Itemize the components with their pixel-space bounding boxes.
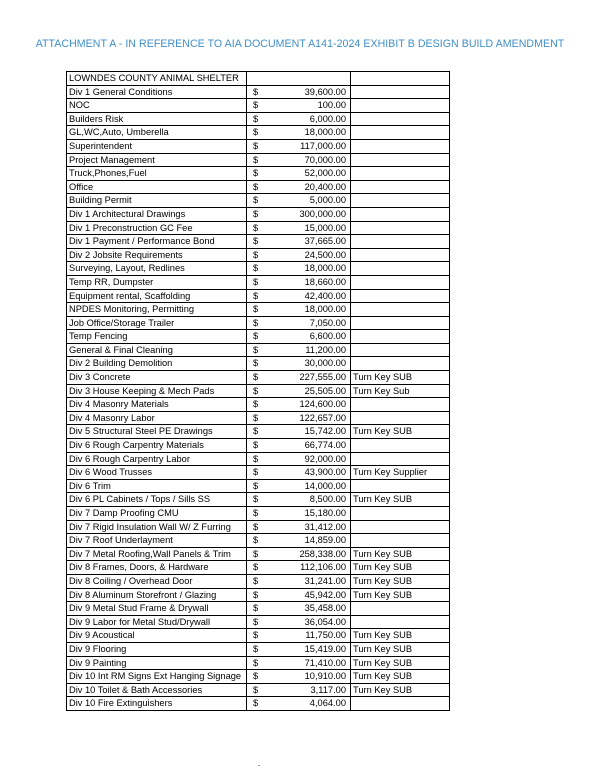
line-item-amount-cell [247, 425, 351, 439]
line-item-name: Div 5 Structural Steel PE Drawings [67, 425, 247, 439]
currency-symbol: $ [253, 453, 259, 464]
currency-symbol: $ [253, 304, 259, 315]
table-row [67, 697, 450, 711]
line-item-name: Job Office/Storage Trailer [67, 316, 247, 330]
line-item-name: Div 3 Concrete [67, 371, 247, 385]
line-item-name: Building Permit [67, 194, 247, 208]
line-item-amount: 15,742.00 [304, 426, 346, 437]
line-item-amount: 18,000.00 [304, 127, 346, 138]
table-row [67, 670, 450, 684]
currency-symbol: $ [253, 263, 259, 274]
line-item-note [351, 167, 450, 181]
line-item-name: Div 9 Acoustical [67, 629, 247, 643]
line-item-amount: 258,338.00 [299, 548, 346, 559]
line-item-amount-cell [247, 180, 351, 194]
table-row [67, 642, 450, 656]
currency-symbol: $ [253, 100, 259, 111]
table-row [67, 330, 450, 344]
line-item-name: Temp RR, Dumpster [67, 275, 247, 289]
line-item-name: Div 1 Architectural Drawings [67, 207, 247, 221]
line-item-amount: 71,410.00 [304, 657, 346, 668]
table-row [67, 289, 450, 303]
currency-symbol: $ [253, 86, 259, 97]
line-item-name: Div 8 Aluminum Storefront / Glazing [67, 588, 247, 602]
line-item-amount: 30,000.00 [304, 358, 346, 369]
currency-symbol: $ [253, 616, 259, 627]
line-item-amount-cell [247, 167, 351, 181]
table-row [67, 357, 450, 371]
line-item-name: Div 3 House Keeping & Mech Pads [67, 384, 247, 398]
line-item-amount: 18,660.00 [304, 276, 346, 287]
line-item-amount-cell [247, 153, 351, 167]
line-item-amount-cell [247, 221, 351, 235]
line-item-name: General & Final Cleaning [67, 343, 247, 357]
line-item-note: Turn Key SUB [351, 683, 450, 697]
currency-symbol: $ [253, 440, 259, 451]
line-item-name: Div 6 Wood Trusses [67, 466, 247, 480]
currency-symbol: $ [253, 154, 259, 165]
line-item-name: Div 4 Masonry Labor [67, 411, 247, 425]
currency-symbol: $ [253, 236, 259, 247]
line-item-amount: 14,000.00 [304, 480, 346, 491]
line-item-amount: 122,657.00 [299, 412, 346, 423]
currency-symbol: $ [253, 494, 259, 505]
line-item-name: Div 4 Masonry Materials [67, 398, 247, 412]
line-item-note [351, 207, 450, 221]
line-item-amount: 31,412.00 [304, 521, 346, 532]
line-item-amount-cell [247, 303, 351, 317]
table-row [67, 547, 450, 561]
line-item-name: Div 7 Roof Underlayment [67, 534, 247, 548]
table-row [67, 602, 450, 616]
line-item-amount-cell [247, 683, 351, 697]
table-row [67, 371, 450, 385]
line-item-amount: 18,000.00 [304, 263, 346, 274]
table-row [67, 398, 450, 412]
line-item-note [351, 439, 450, 453]
table-row [67, 112, 450, 126]
line-item-amount: 15,180.00 [304, 508, 346, 518]
line-item-amount-cell [247, 316, 351, 330]
table-row [67, 479, 450, 493]
table-row [67, 574, 450, 588]
line-item-amount: 227,555.00 [299, 372, 346, 383]
line-item-amount-cell [247, 262, 351, 276]
line-item-amount: 66,774.00 [304, 440, 346, 451]
line-item-amount: 45,942.00 [304, 589, 346, 600]
line-item-name: Div 9 Labor for Metal Stud/Drywall [67, 615, 247, 629]
line-item-note [351, 235, 450, 249]
line-item-name: Builders Risk [67, 112, 247, 126]
line-item-amount-cell [247, 194, 351, 208]
currency-symbol: $ [253, 358, 259, 369]
line-item-amount-cell [247, 343, 351, 357]
line-item-note: Turn Key SUB [351, 371, 450, 385]
table-row [67, 248, 450, 262]
line-item-name: Div 9 Flooring [67, 642, 247, 656]
line-item-amount: 11,750.00 [305, 630, 346, 641]
line-item-note [351, 602, 450, 616]
line-item-note [351, 330, 450, 344]
line-item-name: Div 2 Building Demolition [67, 357, 247, 371]
line-item-amount-cell [247, 615, 351, 629]
table-row [67, 316, 450, 330]
table-row [67, 207, 450, 221]
line-item-note: Turn Key SUB [351, 425, 450, 439]
line-item-name: Div 6 Rough Carpentry Labor [67, 452, 247, 466]
line-item-note [351, 303, 450, 317]
currency-symbol: $ [253, 480, 259, 491]
line-item-amount: 112,106.00 [300, 562, 346, 573]
table-row [67, 343, 450, 357]
line-item-amount-cell [247, 99, 351, 113]
line-item-name: Div 1 Payment / Performance Bond [67, 235, 247, 249]
table-row [67, 99, 450, 113]
line-item-name: Div 1 General Conditions [67, 85, 247, 99]
line-item-amount-cell [247, 248, 351, 262]
currency-symbol: $ [253, 222, 259, 233]
line-item-amount: 37,665.00 [304, 236, 346, 247]
currency-symbol: $ [253, 630, 259, 641]
table-row [67, 126, 450, 140]
line-item-name: Div 2 Jobsite Requirements [67, 248, 247, 262]
line-item-note [351, 520, 450, 534]
currency-symbol: $ [253, 331, 259, 342]
line-item-amount-cell [247, 642, 351, 656]
line-item-amount: 42,400.00 [304, 290, 346, 301]
line-item-amount-cell [247, 602, 351, 616]
currency-symbol: $ [253, 113, 259, 124]
currency-symbol: $ [253, 127, 259, 138]
scan-mark [258, 765, 260, 766]
line-item-note [351, 357, 450, 371]
table-row [67, 180, 450, 194]
line-item-amount-cell [247, 357, 351, 371]
line-item-name: Div 10 Fire Extinguishers [67, 697, 247, 711]
line-item-amount: 15,419.00 [304, 643, 346, 654]
line-item-name: Div 7 Damp Proofing CMU [67, 507, 247, 521]
line-item-amount-cell [247, 574, 351, 588]
line-item-note [351, 85, 450, 99]
line-item-amount-cell [247, 670, 351, 684]
table-row [67, 235, 450, 249]
line-item-note [351, 275, 450, 289]
line-item-amount-cell [247, 330, 351, 344]
line-item-amount: 43,900.00 [304, 467, 346, 478]
currency-symbol: $ [253, 467, 259, 478]
line-item-amount: 31,241.00 [304, 575, 346, 586]
line-item-name: Div 8 Frames, Doors, & Hardware [67, 561, 247, 575]
currency-symbol: $ [253, 521, 259, 532]
table-row [67, 384, 450, 398]
currency-symbol: $ [253, 399, 259, 410]
table-row [67, 425, 450, 439]
line-item-amount-cell [247, 520, 351, 534]
line-item-note: Turn Key SUB [351, 561, 450, 575]
line-item-note: Turn Key SUB [351, 493, 450, 507]
line-item-name: Superintendent [67, 139, 247, 153]
table-row [67, 493, 450, 507]
line-item-note [351, 615, 450, 629]
currency-symbol: $ [253, 589, 259, 600]
table-row [67, 466, 450, 480]
line-item-note [351, 153, 450, 167]
line-item-amount: 300,000.00 [299, 208, 346, 219]
line-item-amount: 24,500.00 [304, 249, 346, 260]
table-row [67, 507, 450, 521]
line-item-note [351, 180, 450, 194]
line-item-amount: 8,500.00 [309, 494, 346, 505]
table-row [67, 588, 450, 602]
line-item-name: Div 9 Painting [67, 656, 247, 670]
line-item-name: NPDES Monitoring, Permitting [67, 303, 247, 317]
currency-symbol: $ [253, 426, 259, 437]
line-item-note [351, 248, 450, 262]
table-row [67, 262, 450, 276]
line-item-name: Equipment rental, Scaffolding [67, 289, 247, 303]
line-item-name: NOC [67, 99, 247, 113]
line-item-amount: 25,505.00 [304, 385, 346, 396]
line-item-amount: 52,000.00 [304, 168, 346, 179]
table-row [67, 275, 450, 289]
line-item-amount-cell [247, 207, 351, 221]
line-item-amount-cell [247, 411, 351, 425]
table-row [67, 194, 450, 208]
line-item-amount-cell [247, 126, 351, 140]
line-item-name: Div 7 Rigid Insulation Wall W/ Z Furring [67, 520, 247, 534]
line-item-name: Office [67, 180, 247, 194]
line-item-amount: 92,000.00 [304, 453, 346, 464]
line-item-amount-cell [247, 561, 351, 575]
line-item-amount: 14,859.00 [304, 535, 346, 546]
line-item-amount-cell [247, 139, 351, 153]
document-header: ATTACHMENT A - IN REFERENCE TO AIA DOCUMENT A141-2024 EXHIBIT B DESIGN BUILD AMENDMENT [35, 38, 565, 50]
table-row [67, 615, 450, 629]
line-item-amount-cell [247, 398, 351, 412]
table-row [67, 153, 450, 167]
line-item-name: GL,WC,Auto, Umberella [67, 126, 247, 140]
currency-symbol: $ [253, 140, 259, 151]
line-item-amount: 4,064.00 [309, 698, 346, 709]
line-item-amount: 36,054.00 [304, 616, 346, 627]
line-item-note [351, 262, 450, 276]
currency-symbol: $ [253, 412, 259, 423]
line-item-amount-cell [247, 697, 351, 711]
line-item-note [351, 194, 450, 208]
line-item-note: Turn Key SUB [351, 547, 450, 561]
line-item-amount-cell [247, 629, 351, 643]
line-item-name: Div 1 Preconstruction GC Fee [67, 221, 247, 235]
line-item-name: Div 10 Int RM Signs Ext Hanging Signage [67, 670, 247, 684]
table-row [67, 534, 450, 548]
table-row [67, 303, 450, 317]
line-item-amount: 6,600.00 [309, 331, 346, 342]
table-row [67, 439, 450, 453]
line-item-amount-cell [247, 479, 351, 493]
table-title-row [67, 72, 450, 86]
currency-symbol: $ [253, 385, 259, 396]
currency-symbol: $ [253, 181, 259, 192]
line-item-amount: 100.00 [317, 100, 346, 111]
currency-symbol: $ [253, 276, 259, 287]
currency-symbol: $ [253, 575, 259, 586]
table-title: LOWNDES COUNTY ANIMAL SHELTER [67, 72, 247, 86]
table-row [67, 221, 450, 235]
line-item-note: Turn Key SUB [351, 629, 450, 643]
currency-symbol: $ [253, 643, 259, 654]
table-row [67, 656, 450, 670]
line-item-note [351, 452, 450, 466]
table-row [67, 452, 450, 466]
line-item-amount-cell [247, 85, 351, 99]
table-row [67, 85, 450, 99]
line-item-note [351, 343, 450, 357]
table-row [67, 411, 450, 425]
line-item-amount-cell [247, 466, 351, 480]
currency-symbol: $ [253, 344, 259, 355]
currency-symbol: $ [253, 290, 259, 301]
currency-symbol: $ [253, 698, 259, 709]
table-row [67, 520, 450, 534]
currency-symbol: $ [253, 562, 259, 573]
table-title-note-cell [351, 72, 450, 86]
line-item-amount: 117,000.00 [300, 140, 346, 151]
currency-symbol: $ [253, 535, 259, 546]
currency-symbol: $ [253, 208, 259, 219]
line-item-name: Div 8 Coiling / Overhead Door [67, 574, 247, 588]
line-item-amount: 3,117.00 [310, 684, 346, 695]
table-row [67, 139, 450, 153]
line-item-note: Turn Key SUB [351, 656, 450, 670]
line-item-name: Div 6 Rough Carpentry Materials [67, 439, 247, 453]
line-item-amount: 6,000.00 [309, 113, 346, 124]
currency-symbol: $ [253, 168, 259, 179]
table-row [67, 629, 450, 643]
line-item-amount-cell [247, 112, 351, 126]
currency-symbol: $ [253, 603, 259, 614]
line-item-note [351, 126, 450, 140]
line-item-amount-cell [247, 656, 351, 670]
line-item-note [351, 411, 450, 425]
line-item-amount-cell [247, 547, 351, 561]
line-item-amount: 124,600.00 [299, 399, 346, 410]
currency-symbol: $ [253, 548, 259, 559]
table-row [67, 683, 450, 697]
line-item-note: Turn Key SUB [351, 588, 450, 602]
line-item-note [351, 99, 450, 113]
table-row [67, 561, 450, 575]
line-item-amount-cell [247, 371, 351, 385]
line-item-amount-cell [247, 289, 351, 303]
currency-symbol: $ [253, 195, 259, 206]
line-item-amount-cell [247, 235, 351, 249]
table-title-amount-cell [247, 72, 351, 86]
table-row [67, 167, 450, 181]
line-item-note [351, 534, 450, 548]
line-item-name: Surveying, Layout, Redlines [67, 262, 247, 276]
line-item-amount: 5,000.00 [309, 195, 346, 206]
currency-symbol: $ [253, 508, 259, 518]
line-item-note [351, 139, 450, 153]
currency-symbol: $ [253, 249, 259, 260]
line-item-note: Turn Key Supplier [351, 466, 450, 480]
currency-symbol: $ [253, 317, 259, 328]
line-item-name: Div 9 Metal Stud Frame & Drywall [67, 602, 247, 616]
line-item-note: Turn Key SUB [351, 670, 450, 684]
cost-breakdown-table [66, 71, 450, 711]
line-item-note [351, 289, 450, 303]
line-item-note [351, 479, 450, 493]
line-item-note: Turn Key SUB [351, 642, 450, 656]
line-item-note [351, 112, 450, 126]
line-item-note [351, 697, 450, 711]
line-item-note [351, 398, 450, 412]
line-item-note: Turn Key SUB [351, 574, 450, 588]
line-item-amount-cell [247, 384, 351, 398]
line-item-amount-cell [247, 507, 351, 521]
line-item-amount: 20,400.00 [304, 181, 346, 192]
line-item-name: Project Management [67, 153, 247, 167]
line-item-name: Div 6 Trim [67, 479, 247, 493]
line-item-note [351, 316, 450, 330]
line-item-name: Truck,Phones,Fuel [67, 167, 247, 181]
line-item-amount: 35,458.00 [304, 603, 346, 614]
currency-symbol: $ [253, 657, 259, 668]
line-item-amount: 10,910.00 [304, 671, 346, 682]
line-item-amount: 7,050.00 [309, 317, 346, 328]
currency-symbol: $ [253, 684, 259, 695]
currency-symbol: $ [253, 671, 259, 682]
line-item-name: Div 6 PL Cabinets / Tops / Sills SS [67, 493, 247, 507]
line-item-amount-cell [247, 439, 351, 453]
line-item-note [351, 221, 450, 235]
line-item-amount: 11,200.00 [305, 344, 346, 355]
currency-symbol: $ [253, 372, 259, 383]
line-item-amount: 70,000.00 [304, 154, 346, 165]
line-item-amount: 18,000.00 [304, 304, 346, 315]
line-item-note [351, 507, 450, 521]
line-item-amount-cell [247, 534, 351, 548]
line-item-amount-cell [247, 452, 351, 466]
line-item-name: Div 7 Metal Roofing,Wall Panels & Trim [67, 547, 247, 561]
line-item-name: Div 10 Toilet & Bath Accessories [67, 683, 247, 697]
line-item-amount-cell [247, 493, 351, 507]
line-item-name: Temp Fencing [67, 330, 247, 344]
line-item-amount: 39,600.00 [304, 86, 346, 97]
line-item-note: Turn Key Sub [351, 384, 450, 398]
line-item-amount: 15,000.00 [304, 222, 346, 233]
line-item-amount-cell [247, 588, 351, 602]
line-item-amount-cell [247, 275, 351, 289]
